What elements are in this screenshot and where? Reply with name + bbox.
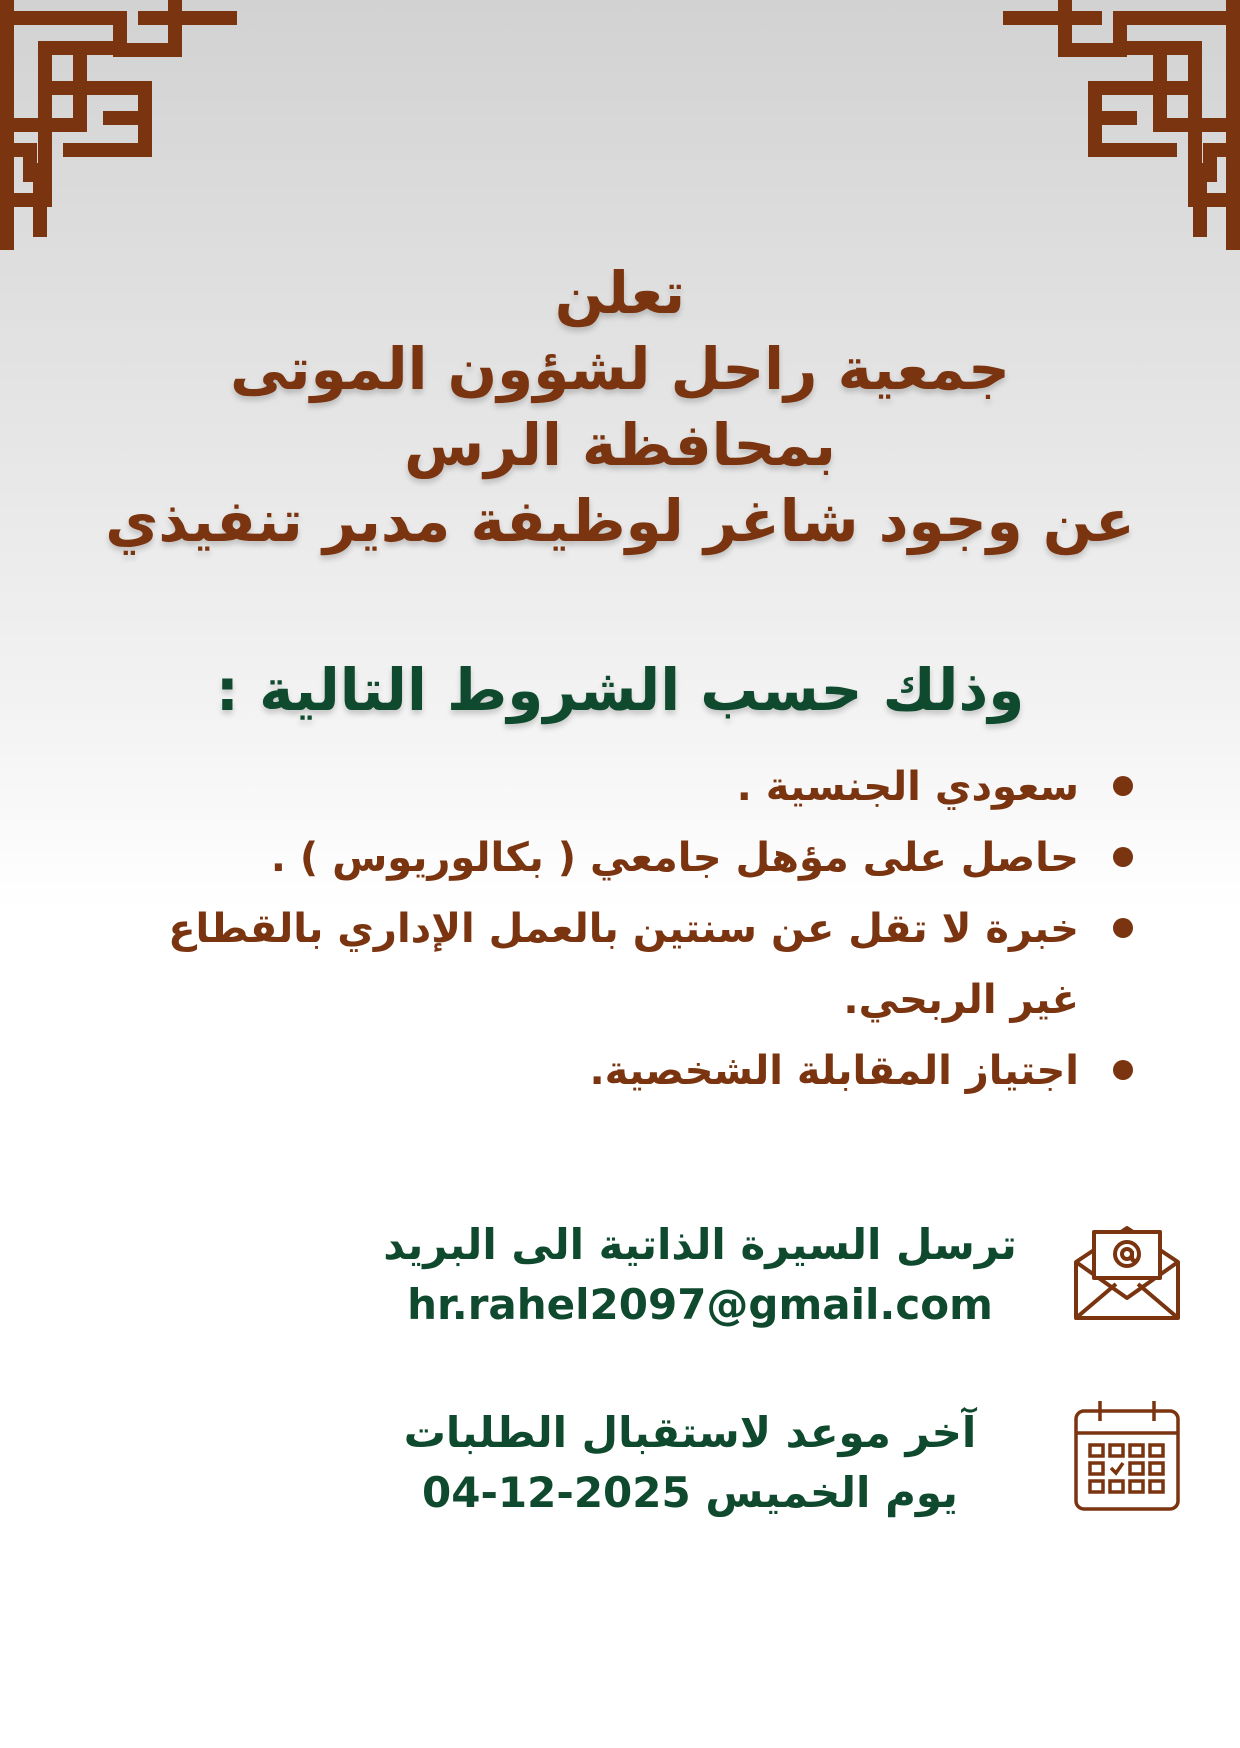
announcement-headline xyxy=(40,255,1200,559)
bullet-icon xyxy=(1113,776,1133,796)
deadline-date: يوم الخميس 2025-12-04 xyxy=(422,1468,958,1517)
contact-block xyxy=(320,1215,1080,1335)
headline-line-governorate: بمحافظة الرس xyxy=(404,411,836,479)
bullet-icon xyxy=(1113,918,1133,938)
condition-item xyxy=(95,894,1135,1036)
deadline-label: آخر موعد لاستقبال الطلبات xyxy=(403,1408,977,1457)
condition-text: خبرة لا تقل عن سنتين بالعمل الإداري بالقطاع غير الربحي. xyxy=(168,906,1079,1023)
bullet-icon xyxy=(1113,847,1133,867)
headline-line-announces: تعلن xyxy=(554,259,686,327)
email-address[interactable]: hr.rahel2097@gmail.com xyxy=(407,1280,993,1329)
envelope-icon xyxy=(1072,1218,1182,1322)
condition-text: سعودي الجنسية . xyxy=(736,764,1079,810)
headline-line-organization: جمعية راحل لشؤون الموتى xyxy=(230,335,1010,403)
corner-ornament-icon xyxy=(0,0,250,250)
corner-ornament-icon xyxy=(990,0,1240,250)
conditions-heading: وذلك حسب الشروط التالية : xyxy=(215,656,1025,724)
condition-text: اجتياز المقابلة الشخصية. xyxy=(589,1048,1079,1094)
conditions-list xyxy=(95,752,1135,1107)
condition-item xyxy=(95,823,1135,894)
deadline-block xyxy=(360,1403,1020,1523)
condition-item xyxy=(95,752,1135,823)
bullet-icon xyxy=(1113,1060,1133,1080)
condition-text: حاصل على مؤهل جامعي ( بكالوريوس ) . xyxy=(270,835,1079,881)
condition-item xyxy=(95,1036,1135,1107)
cv-instruction: ترسل السيرة الذاتية الى البريد xyxy=(383,1220,1017,1269)
calendar-icon xyxy=(1072,1395,1182,1513)
headline-line-vacancy: عن وجود شاغر لوظيفة مدير تنفيذي xyxy=(105,487,1135,555)
